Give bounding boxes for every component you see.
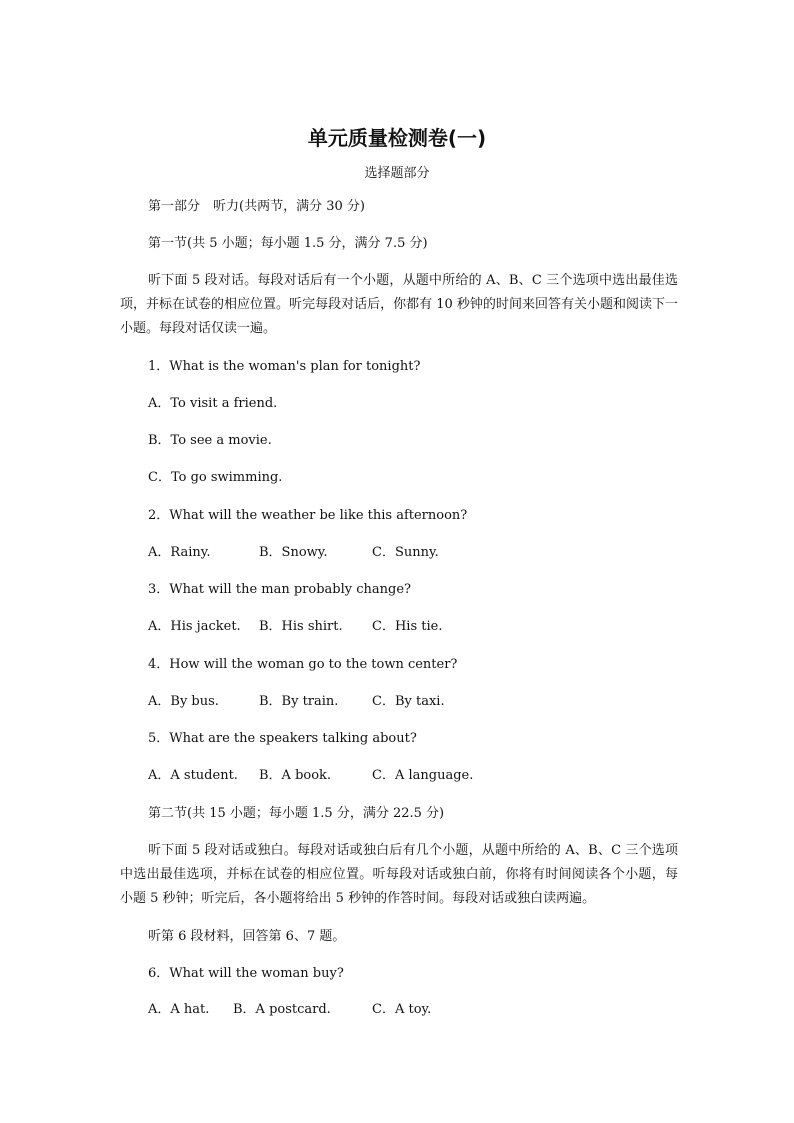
question-2-option-b: B．Snowy. [259,545,328,560]
question-6: 6．What will the woman buy? [148,966,344,981]
question-4-option-a: A．By bus. [148,694,219,709]
question-6-option-a: A．A hat. [148,1002,210,1017]
question-5-option-a: A．A student. [148,768,238,783]
part1-heading: 第一部分 听力(共两节，满分 30 分) [148,199,365,214]
question-4: 4．How will the woman go to the town center? [148,657,458,672]
question-5: 5．What are the speakers talking about? [148,731,417,746]
question-2: 2．What will the weather be like this afternoon? [148,508,468,523]
question-5-option-c: C．A language. [372,768,474,783]
question-4-option-b: B．By train. [259,694,339,709]
question-4-option-c: C．By taxi. [372,694,445,709]
question-1: 1．What is the woman's plan for tonight? [148,359,421,374]
question-2-option-c: C．Sunny. [372,545,439,560]
question-6-option-c: C．A toy. [372,1002,432,1017]
section2-heading: 第二节(共 15 小题；每小题 1.5 分，满分 22.5 分) [148,806,445,821]
material-6-heading: 听第 6 段材料，回答第 6、7 题。 [148,929,346,944]
question-3-option-b: B．His shirt. [259,619,343,634]
section1-instructions: 听下面 5 段对话。每段对话后有一个小题，从题中所给的 A、B、C 三个选项中选出最佳选项，并标在试卷的相应位置。听完每段对话后，你都有 10 秒钟的时间来回答有关小题和阅读下一小题。每段对话仅读一遍。 [120,273,678,336]
section1-heading: 第一节(共 5 小题；每小题 1.5 分，满分 7.5 分) [148,236,428,251]
question-3-option-c: C．His tie. [372,619,443,634]
question-3-option-a: A．His jacket. [148,619,241,634]
section2-instructions: 听下面 5 段对话或独白。每段对话或独白后有几个小题，从题中所给的 A、B、C 三个选项中选出最佳选项，并标在试卷的相应位置。听每段对话或独白前，你将有时间阅读各个小题，每小题 5 秒钟；听完后，各小题将给出 5 秒钟的作答时间。每段对话或独白读两遍。 [120,843,678,906]
question-5-option-b: B．A book. [259,768,332,783]
page-subtitle: 选择题部分 [364,166,430,181]
question-3: 3．What will the man probably change? [148,582,412,597]
question-1-option-c: C．To go swimming. [148,470,283,485]
page-title: 单元质量检测卷(一) [307,126,487,150]
question-2-option-a: A．Rainy. [148,545,211,560]
question-1-option-a: A．To visit a friend. [148,396,278,411]
question-1-option-b: B．To see a movie. [148,433,272,448]
question-6-option-b: B．A postcard. [233,1002,331,1017]
